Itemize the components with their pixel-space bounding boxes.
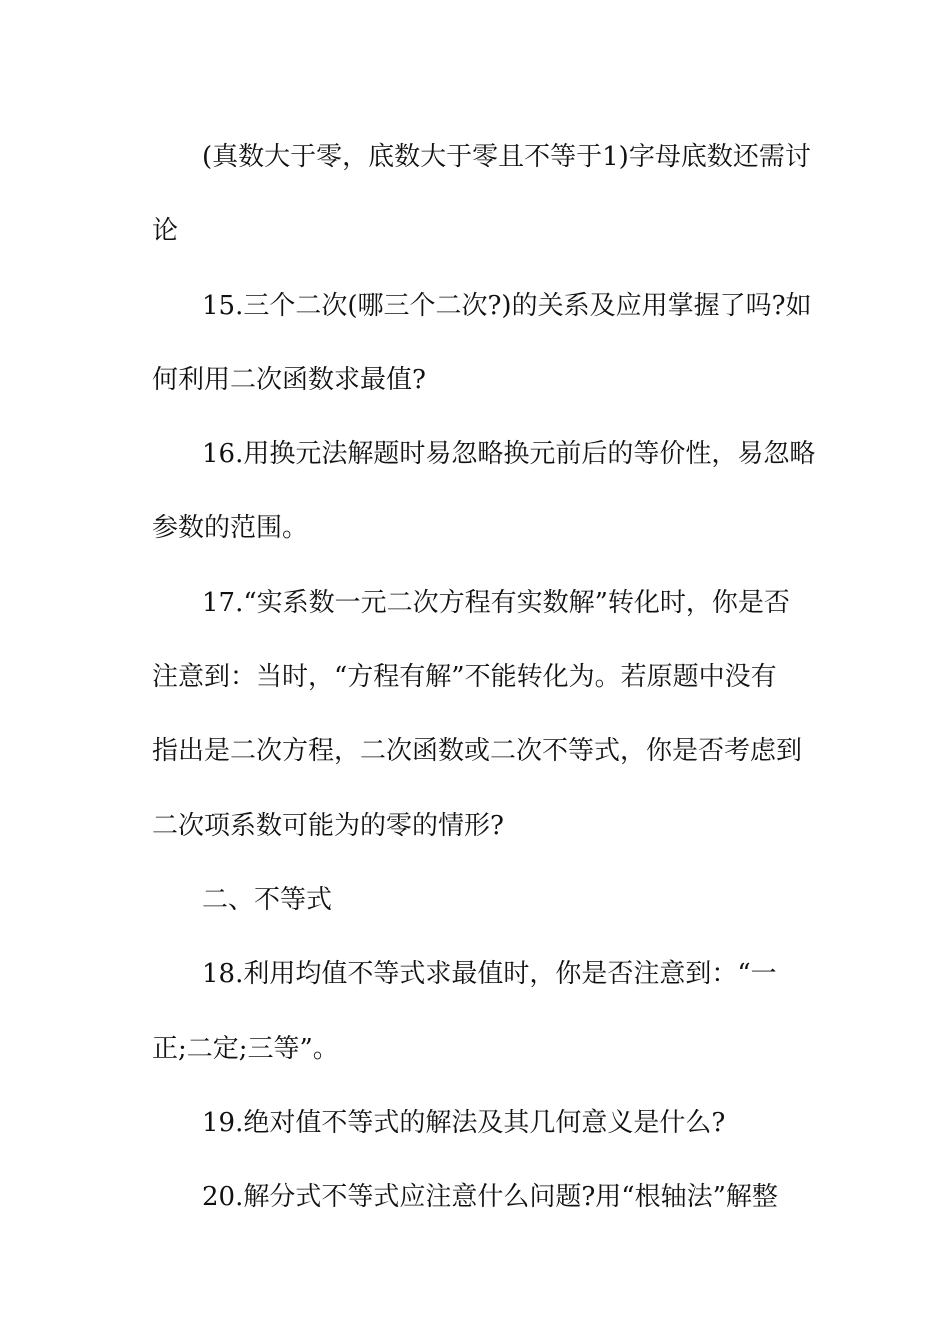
text-line: 二次项系数可能为的零的情形? bbox=[152, 810, 504, 841]
text-line: 16.用换元法解题时易忽略换元前后的等价性，易忽略 bbox=[202, 439, 816, 470]
text-line: 指出是二次方程，二次函数或二次不等式，你是否考虑到 bbox=[152, 736, 803, 767]
document-body bbox=[152, 120, 816, 1234]
text-line: 19.绝对值不等式的解法及其几何意义是什么? bbox=[202, 1107, 726, 1138]
text-line: 论 bbox=[152, 216, 179, 247]
text-line: 20.解分式不等式应注意什么问题?用“根轴法”解整 bbox=[202, 1182, 778, 1213]
text-line: 注意到：当时，“方程有解”不能转化为。若原题中没有 bbox=[152, 662, 777, 693]
text-line: 18.利用均值不等式求最值时，你是否注意到：“一 bbox=[202, 959, 777, 990]
text-line: 何利用二次函数求最值? bbox=[152, 364, 426, 395]
text-line: 正;二定;三等”。 bbox=[152, 1033, 339, 1064]
text-line: (真数大于零，底数大于零且不等于1)字母底数还需讨 bbox=[202, 142, 811, 172]
text-line: 参数的范围。 bbox=[152, 513, 309, 544]
text-line: 15.三个二次(哪三个二次?)的关系及应用掌握了吗?如 bbox=[202, 290, 812, 321]
section-heading: 二、不等式 bbox=[202, 884, 333, 915]
text-line: 17.“实系数一元二次方程有实数解”转化时，你是否 bbox=[202, 587, 790, 618]
